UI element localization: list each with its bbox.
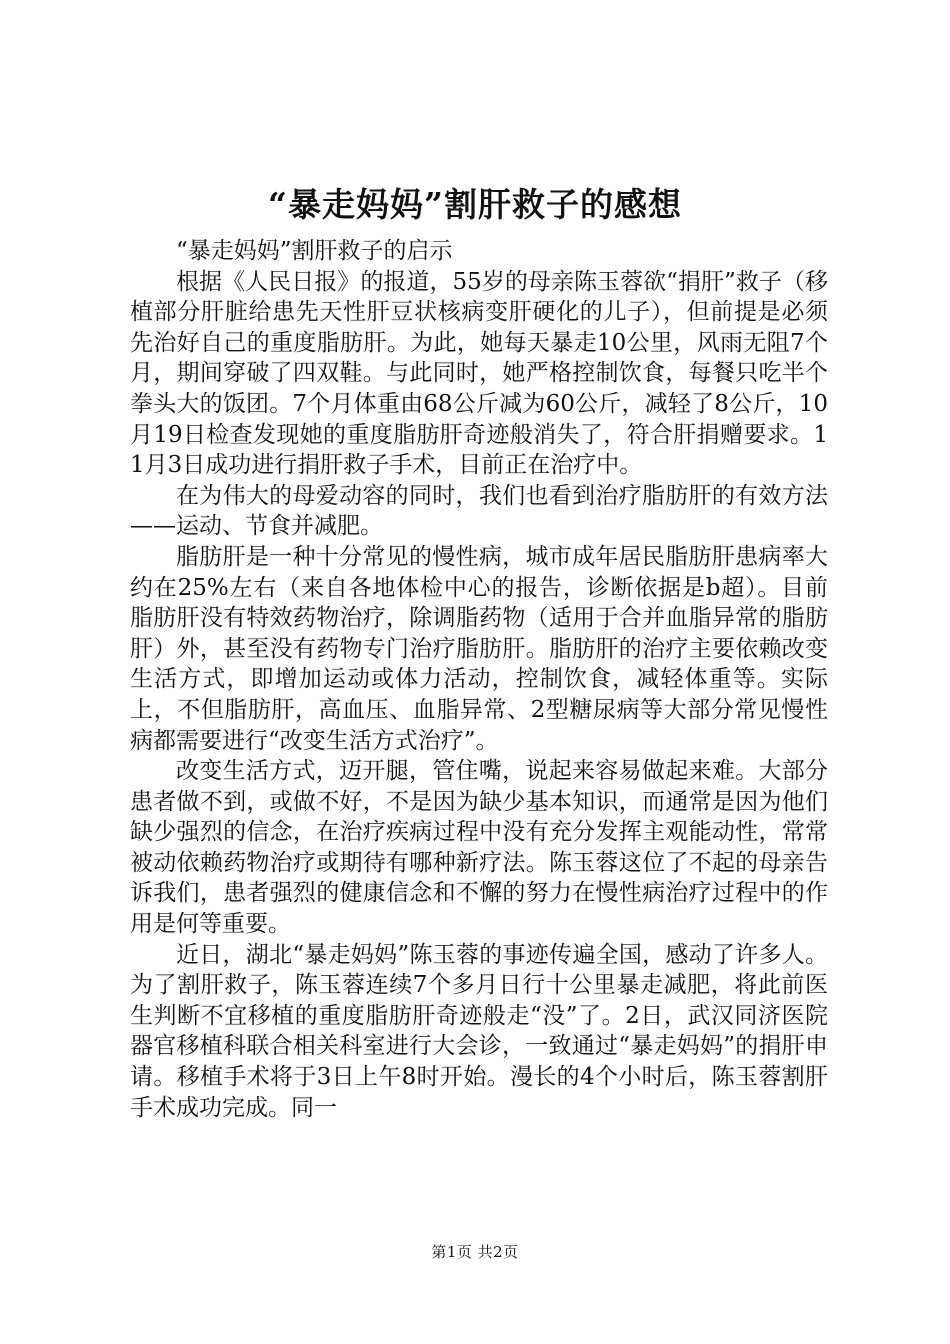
document-title: “暴走妈妈”割肝救子的感想 [268, 185, 682, 224]
body-paragraph: 近日，湖北“暴走妈妈”陈玉蓉的事迹传遍全国，感动了许多人。为了割肝救子，陈玉蓉连续7个多月日行十公里暴走减肥，将此前医生判断不宜移植的重度脂肪肝奇迹般走“没”了。2日，武汉同济医院器官移植科联合相关科室进行大会诊，一致通过“暴走妈妈”的捐肝申请。移植手术将于3日上午8时开始。漫长的4个小时后，陈玉蓉割肝手术成功完成。同一 [130, 941, 828, 1121]
body-paragraph: 脂肪肝是一种十分常见的慢性病，城市成年居民脂肪肝患病率大约在25%左右（来自各地体检中心的报告，诊断依据是b超）。目前脂肪肝没有特效药物治疗，除调脂药物（适用于合并血脂异常的脂肪肝）外，甚至没有药物专门治疗脂肪肝。脂肪肝的治疗主要依赖改变生活方式，即增加运动或体力活动，控制饮食，减轻体重等。实际上，不但脂肪肝，高血压、血脂异常、2型糖尿病等大部分常见慢性病都需要进行“改变生活方式治疗”。 [130, 543, 828, 754]
body-paragraph: 在为伟大的母爱动容的同时，我们也看到治疗脂肪肝的有效方法——运动、节食并减肥。 [130, 482, 828, 540]
body-paragraph: 改变生活方式，迈开腿，管住嘴，说起来容易做起来难。大部分患者做不到，或做不好，不是因为缺少基本知识，而通常是因为他们缺少强烈的信念，在治疗疾病过程中没有充分发挥主观能动性，常常被动依赖药物治疗或期待有哪种新疗法。陈玉蓉这位了不起的母亲告诉我们，患者强烈的健康信念和不懈的努力在慢性病治疗过程中的作用是何等重要。 [130, 758, 828, 938]
page-footer: 第1页 共2页 [431, 1243, 519, 1261]
document-body [130, 236, 828, 1123]
body-paragraph: 根据《人民日报》的报道，55岁的母亲陈玉蓉欲“捐肝”救子（移植部分肝脏给患先天性肝豆状核病变肝硬化的儿子），但前提是必须先治好自己的重度脂肪肝。为此，她每天暴走10公里，风雨无阻7个月，期间穿破了四双鞋。与此同时，她严格控制饮食，每餐只吃半个拳头大的饭团。7个月体重由68公斤减为60公斤，减轻了8公斤，10月19日检查发现她的重度脂肪肝奇迹般消失了，符合肝捐赠要求。11月3日成功进行捐肝救子手术，目前正在治疗中。 [130, 268, 828, 479]
subtitle-paragraph: “暴走妈妈”割肝救子的启示 [176, 238, 453, 264]
